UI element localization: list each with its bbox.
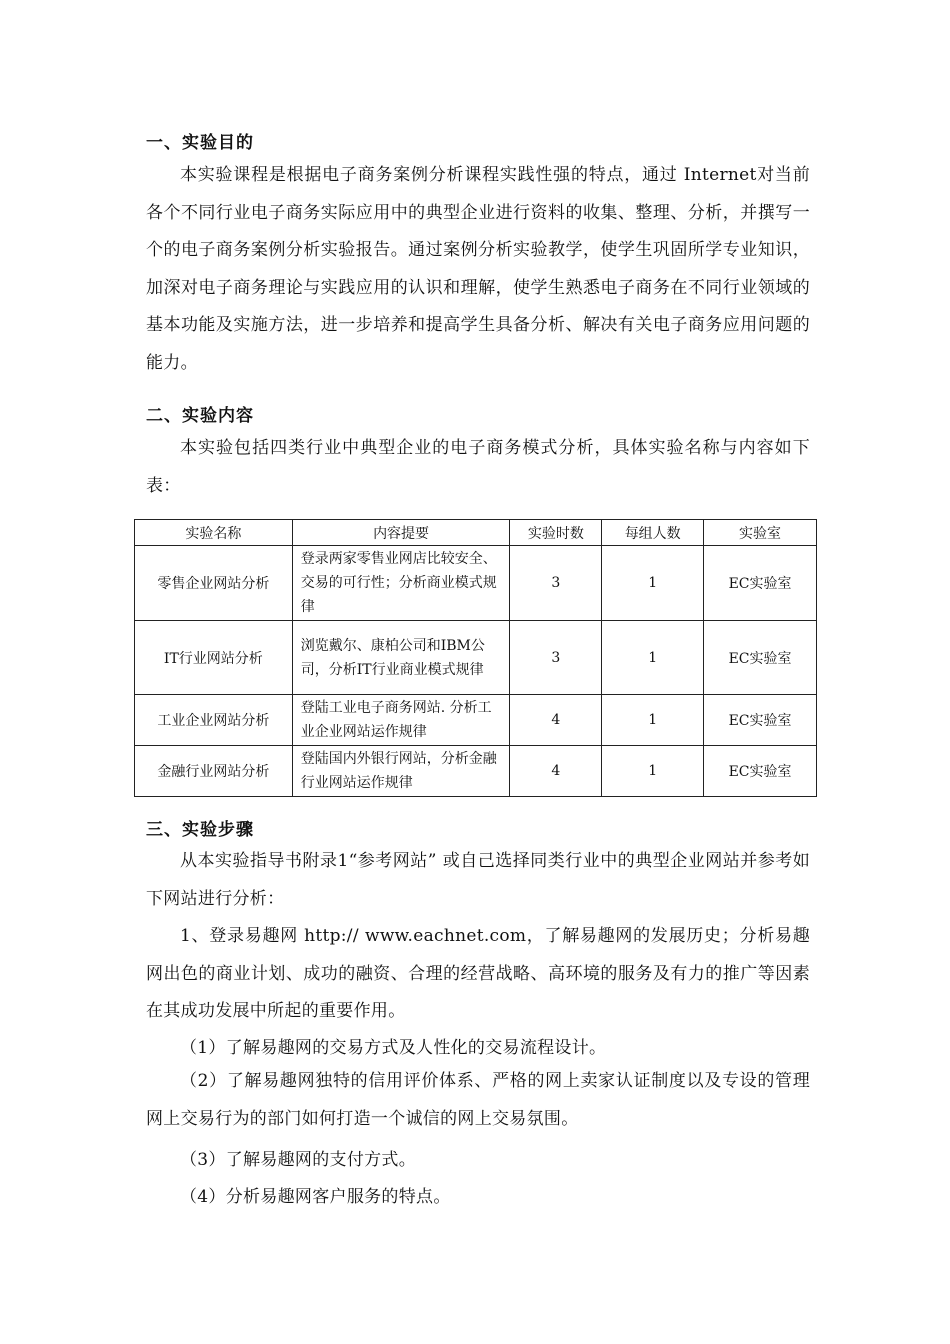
- header-group-size: 每组人数: [602, 520, 704, 546]
- step-1-sub-2: （2）了解易趣网独特的信用评价体系、严格的网上卖家认证制度以及专设的管理网上交易行为的部门如何打造一个诚信的网上交易氛围。: [146, 1071, 810, 1129]
- table-row: [135, 746, 817, 797]
- section2-paragraph: 本实验包括四类行业中典型企业的电子商务模式分析，具体实验名称与内容如下表：: [146, 438, 810, 496]
- section2-title: 二、实验内容: [146, 406, 254, 426]
- header-name: 实验名称: [135, 520, 293, 546]
- cell-lab: EC实验室: [704, 695, 817, 746]
- cell-hours: 3: [510, 546, 602, 621]
- cell-lab: EC实验室: [704, 546, 817, 621]
- cell-hours: 4: [510, 695, 602, 746]
- header-lab: 实验室: [704, 520, 817, 546]
- step-1: 1、登录易趣网 http:// www.eachnet.com，了解易趣网的发展历史；分析易趣网出色的商业计划、成功的融资、合理的经营战略、高环境的服务及有力的推广等因素在其成功发展中所起的重要作用。: [146, 926, 810, 1021]
- cell-lab: EC实验室: [704, 621, 817, 695]
- experiment-table: [134, 519, 817, 797]
- cell-hours: 4: [510, 746, 602, 797]
- cell-group-size: 1: [602, 746, 704, 797]
- table-row: [135, 546, 817, 621]
- cell-summary: 浏览戴尔、康柏公司和IBM公司，分析IT行业商业模式规律: [292, 621, 510, 695]
- section1-paragraph: 本实验课程是根据电子商务案例分析课程实践性强的特点，通过 Internet对当前各个不同行业电子商务实际应用中的典型企业进行资料的收集、整理、分析，并撰写一个的电子商务案例分析实验报告。通过案例分析实验教学，使学生巩固所学专业知识，加深对电子商务理论与实践应用的认识和理解，使学生熟悉电子商务在不同行业领域的基本功能及实施方法，进一步培养和提高学生具备分析、解决有关电子商务应用问题的能力。: [146, 165, 810, 373]
- section3-intro: 从本实验指导书附录1“参考网站” 或自己选择同类行业中的典型企业网站并参考如下网站进行分析：: [146, 851, 810, 909]
- table-header-row: [135, 520, 817, 546]
- step-1-sub-1: （1）了解易趣网的交易方式及人性化的交易流程设计。: [180, 1038, 607, 1058]
- cell-summary: 登陆工业电子商务网站. 分析工业企业网站运作规律: [292, 695, 510, 746]
- cell-lab: EC实验室: [704, 746, 817, 797]
- cell-name: 金融行业网站分析: [135, 746, 293, 797]
- cell-hours: 3: [510, 621, 602, 695]
- table-row: [135, 695, 817, 746]
- cell-summary: 登录两家零售业网店比较安全、交易的可行性；分析商业模式规律: [292, 546, 510, 621]
- cell-group-size: 1: [602, 695, 704, 746]
- step-1-sub-3: （3）了解易趣网的支付方式。: [180, 1150, 417, 1170]
- header-hours: 实验时数: [510, 520, 602, 546]
- cell-name: IT行业网站分析: [135, 621, 293, 695]
- cell-name: 工业企业网站分析: [135, 695, 293, 746]
- header-summary: 内容提要: [292, 520, 510, 546]
- cell-group-size: 1: [602, 546, 704, 621]
- cell-name: 零售企业网站分析: [135, 546, 293, 621]
- section3-title: 三、实验步骤: [146, 820, 254, 840]
- cell-summary: 登陆国内外银行网站，分析金融行业网站运作规律: [292, 746, 510, 797]
- cell-group-size: 1: [602, 621, 704, 695]
- step-1-sub-4: （4）分析易趣网客户服务的特点。: [180, 1187, 451, 1207]
- section1-title: 一、实验目的: [146, 133, 254, 153]
- table-row: [135, 621, 817, 695]
